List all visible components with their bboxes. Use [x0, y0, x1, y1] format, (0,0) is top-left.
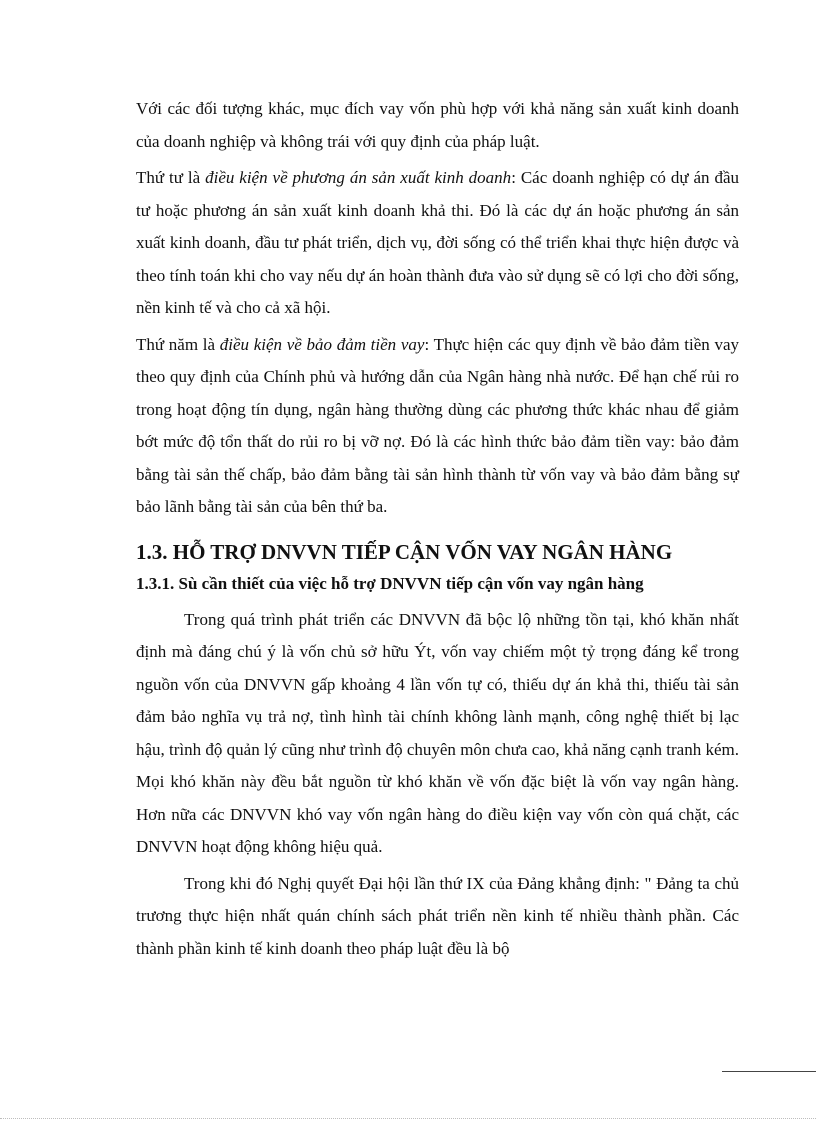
- footnote-separator: [722, 1071, 816, 1072]
- document-body: [136, 93, 739, 965]
- paragraph-lead: Thứ tư là: [136, 168, 206, 187]
- paragraph-sme-difficulties: Trong quá trình phát triển các DNVVN đã bộc lộ những tồn tại, khó khăn nhất định mà đáng chú ý là vốn chủ sở hữu Ýt, vốn vay chiếm một tỷ trọng đáng kể trong nguồn vốn của DNVVN gấp khoảng 4 lần vốn tự có, thiếu dự án khả thi, thiếu tài sản đảm bảo nghĩa vụ trả nợ, tình hình tài chính không lành mạnh, công nghệ thiết bị lạc hậu, trình độ quản lý cũng như trình độ chuyên môn chưa cao, khả năng cạnh tranh kém. Mọi khó khăn này đều bắt nguồn từ khó khăn về vốn đặc biệt là vốn vay ngân hàng. Hơn nữa các DNVVN khó vay vốn ngân hàng do điều kiện vay vốn còn quá chặt, các DNVVN hoạt động không hiệu quả.: [136, 609, 739, 856]
- paragraph-text: : Các doanh nghiệp có dự án đầu tư hoặc phương án sản xuất kinh doanh khả thi. Đó là các dự án hoặc phương án sản xuất kinh doanh, đầu tư phát triển, dịch vụ, đời sống có thể triển khai thực hiện được và theo tính toán khi cho vay nếu dự án hoàn thành đưa vào sử dụng sẽ có lợi cho đời sống, nền kinh tế và cho cả xã hội.: [136, 168, 739, 317]
- paragraph-text: : Thực hiện các quy định về bảo đảm tiền vay theo quy định của Chính phủ và hướng dẫn của Ngân hàng nhà nước. Để hạn chế rủi ro trong hoạt động tín dụng, ngân hàng thường dùng các phương thức khác nhau để giảm bớt mức độ tổn thất do rủi ro bị vỡ nợ. Đó là các hình thức bảo đảm tiền vay: bảo đảm bằng tài sản thế chấp, bảo đảm bằng tài sản hình thành từ vốn vay và bảo đảm bằng sự bảo lãnh bằng tài sản của bên thứ ba.: [136, 334, 739, 516]
- subsection-heading-1-3-1: 1.3.1. Sù cần thiết của việc hỗ trợ DNVVN tiếp cận vốn vay ngân hàng: [136, 573, 644, 593]
- italic-term: điều kiện về bảo đảm tiền vay: [219, 334, 425, 354]
- paragraph-loan-security-condition: [136, 329, 739, 524]
- paragraph-party-resolution: Trong khi đó Nghị quyết Đại hội lần thứ IX của Đảng khẳng định: " Đảng ta chủ trương thực hiện nhất quán chính sách phát triển nền kinh tế nhiều thành phần. Các thành phần kinh tế kinh doanh theo pháp luật đều là bộ: [136, 873, 739, 958]
- paragraph-lead: Thứ năm là: [136, 334, 220, 354]
- italic-term: điều kiện về phương án sản xuất kinh doanh: [205, 168, 512, 187]
- section-heading-1-3: 1.3. HỖ TRỢ DNVVN TIẾP CẬN VỐN VAY NGÂN HÀNG: [136, 539, 673, 564]
- paragraph-other-borrowers: Với các đối tượng khác, mục đích vay vốn phù hợp với khả năng sản xuất kinh doanh của doanh nghiệp và không trái với quy định của pháp luật.: [136, 99, 739, 151]
- page-bottom-edge: [0, 1118, 816, 1119]
- paragraph-business-plan-condition: [136, 162, 739, 325]
